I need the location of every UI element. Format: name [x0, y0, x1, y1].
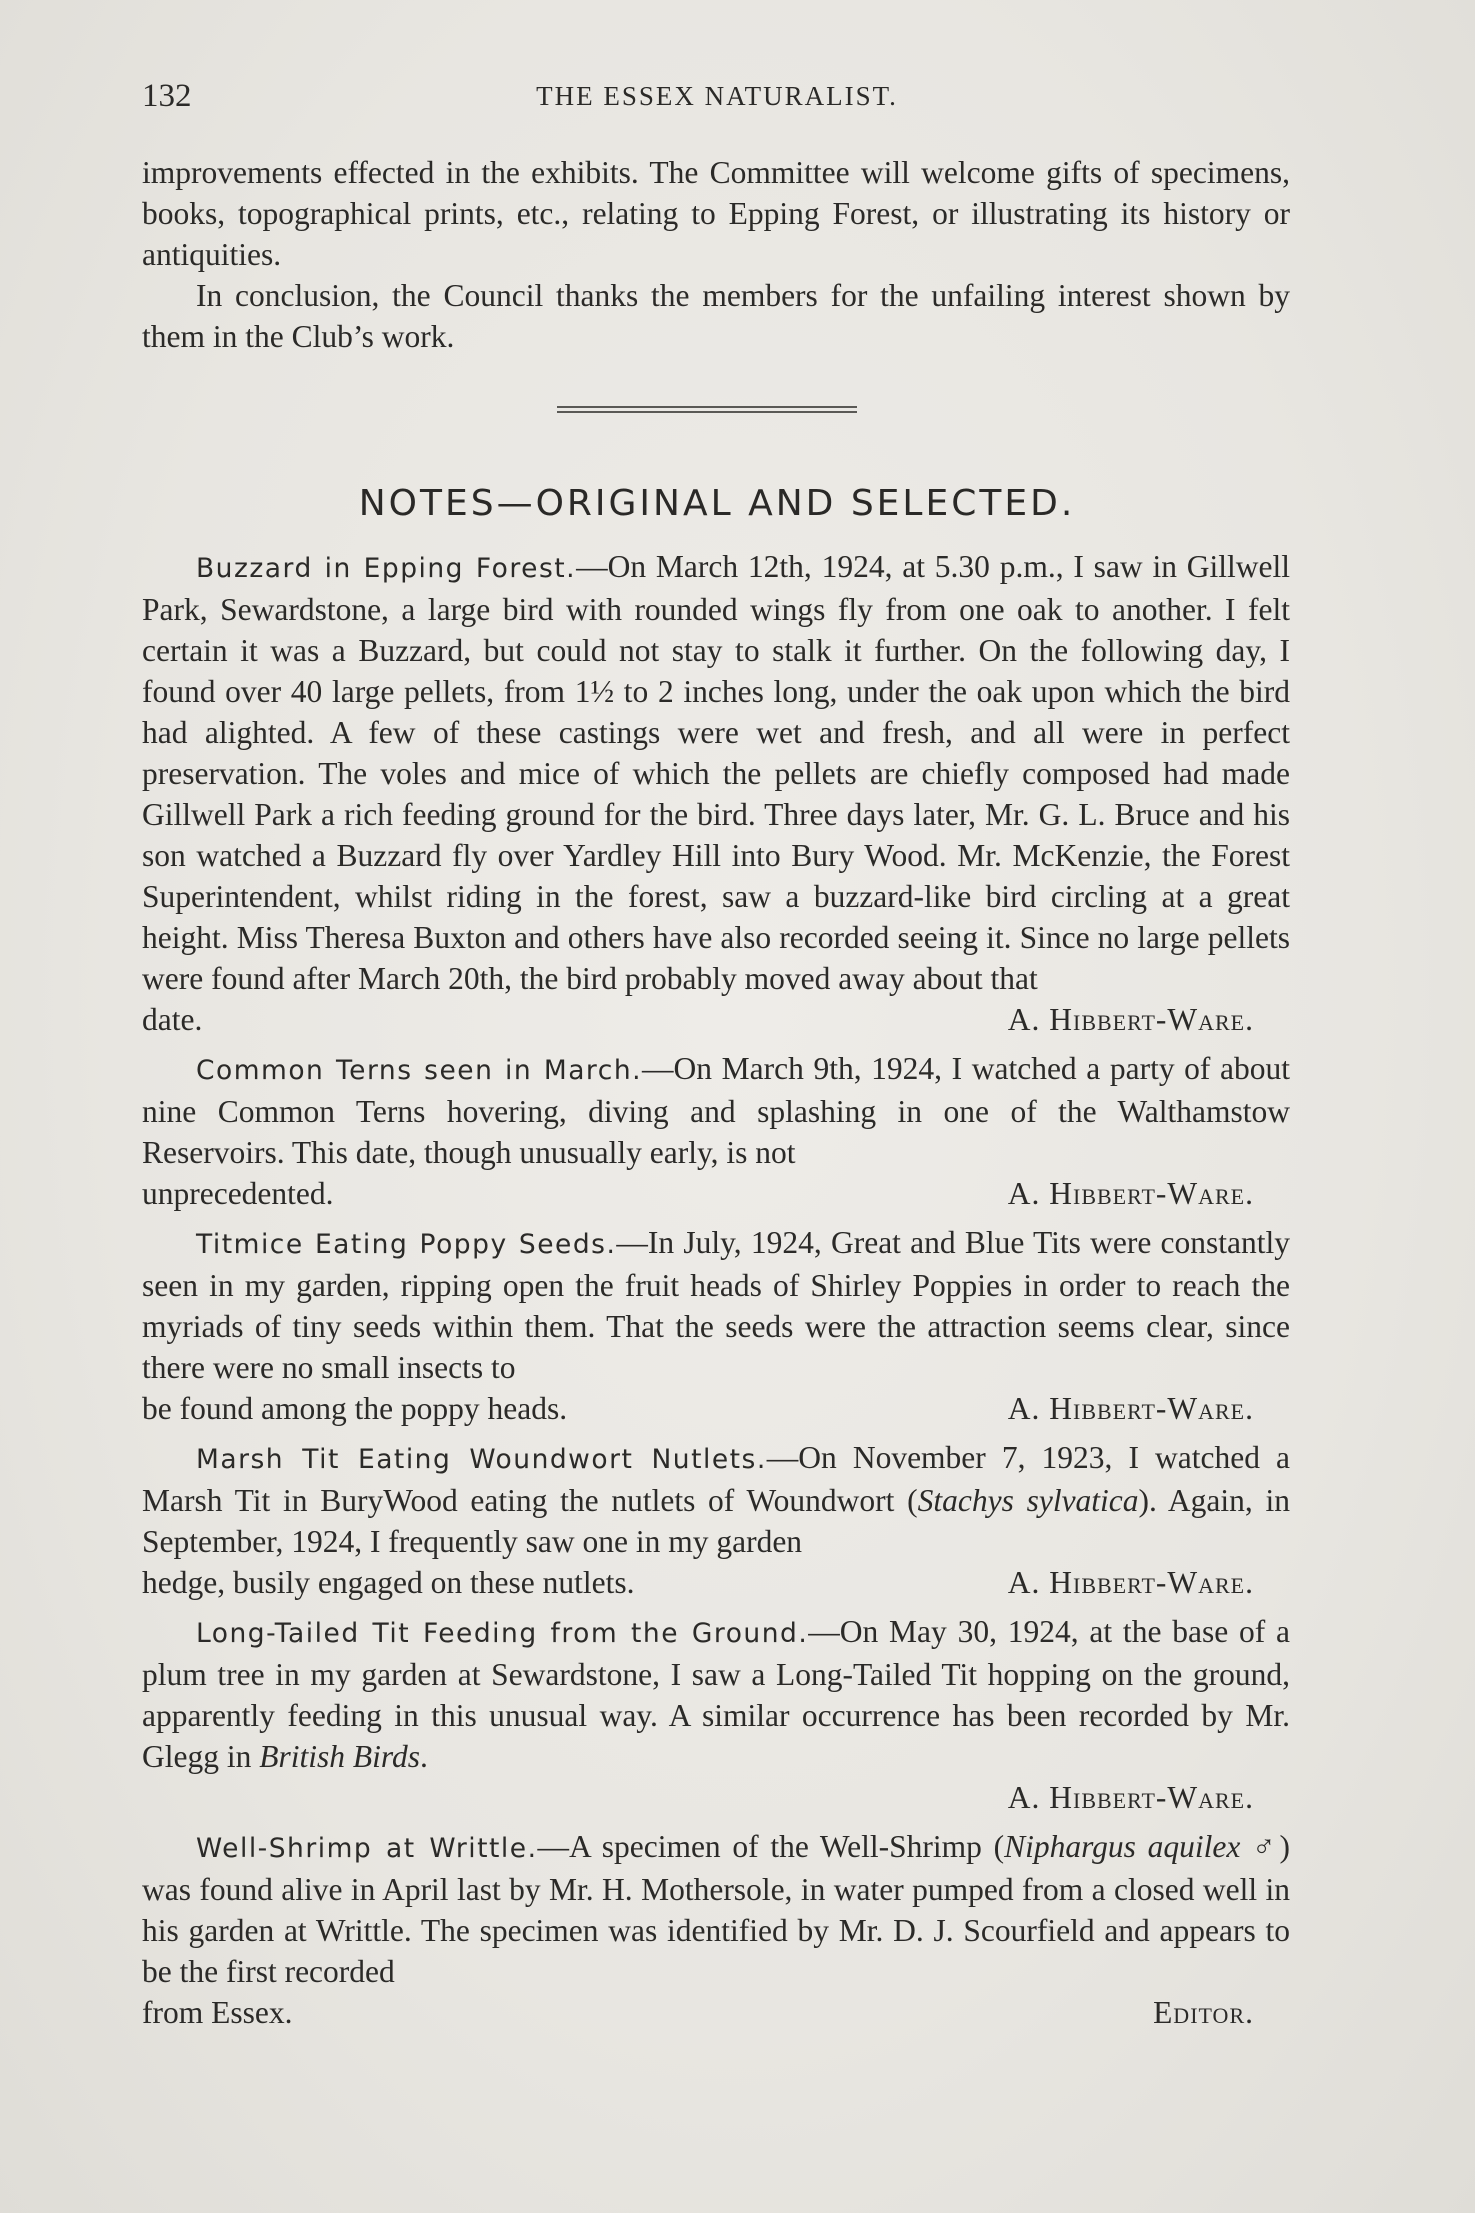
conclusion-paragraph: In conclusion, the Council thanks the members for the unfailing interest shown by them in the Club’s work.: [142, 278, 1290, 354]
note-common-terns: [142, 1048, 1290, 1214]
note-body: —On March 12th, 1924, at 5.30 p.m., I saw in Gillwell Park, Sewardstone, a large bird with rounded wings fly from one oak to another. I felt certain it was a Buzzard, but could not stay to stalk it further. On the following day, I found over 40 large pellets, from 1½ to 2 inches long, under the oak upon which the bird had alighted. A few of these castings were wet and fresh, and all were in perfect preservation. The voles and mice of which the pellets are chiefly composed had made Gillwell Park a rich feeding ground for the bird. Three days later, Mr. G. L. Bruce and his son watched a Buzzard fly over Yardley Hill into Bury Wood. Mr. McKenzie, the Forest Superintendent, whilst riding in the forest, saw a buzzard-like bird circling at a great height. Miss Theresa Buxton and others have also recorded seeing it. Since no large pellets were found after March 20th, the bird probably moved away about that: [142, 549, 1291, 996]
note-signature: A. Hibbert-Ware.: [1007, 1176, 1254, 1211]
page-number: 132: [142, 78, 192, 114]
note-title: Well-Shrimp at Writtle.: [196, 1833, 538, 1864]
note-well-shrimp: [142, 1826, 1290, 2033]
note-body-end: date.: [142, 1002, 203, 1037]
section-divider-rule: [557, 406, 857, 416]
note-signature: A. Hibbert-Ware.: [1007, 1391, 1254, 1426]
note-body-continued: ). Again, in September, 1924, I frequently saw one in my garden: [142, 1483, 1290, 1559]
male-symbol: ♂: [1240, 1829, 1280, 1864]
species-name: Niphargus aquilex: [1004, 1829, 1241, 1864]
note-signature: A. Hibbert-Ware.: [1007, 1780, 1254, 1815]
species-name: Stachys sylvatica: [917, 1483, 1139, 1518]
note-body: —A specimen of the Well-Shrimp (: [537, 1829, 1005, 1864]
note-title: Titmice Eating Poppy Seeds.: [196, 1229, 617, 1260]
note-body-continued: ) was found alive in April last by Mr. H. Mothersole, in water pumped from a closed well in his garden at Writtle. The specimen was identified by Mr. D. J. Scourfield and appears to be the first recorded: [142, 1829, 1290, 1989]
note-closing-line: [142, 1173, 1290, 1214]
note-signature: A. Hibbert-Ware.: [1007, 1565, 1254, 1600]
note-marsh-tit: [142, 1437, 1290, 1603]
note-title: Common Terns seen in March.: [196, 1055, 643, 1086]
notes-list: [142, 546, 1290, 2041]
intro-paragraph: improvements effected in the exhibits. The Committee will welcome gifts of specimens, books, topographical prints, etc., relating to Epping Forest, or illustrating its history or antiquities.: [142, 155, 1290, 272]
note-title: Long-Tailed Tit Feeding from the Ground.: [196, 1618, 809, 1649]
note-buzzard: [142, 546, 1290, 1040]
note-body: —On November 7, 1923, I watched a Marsh Tit in BuryWood eating the nutlets of Woundwort (: [142, 1440, 1290, 1518]
note-closing-line: [142, 1992, 1290, 2033]
note-title: Marsh Tit Eating Woundwort Nutlets.: [196, 1444, 767, 1475]
note-title: Buzzard in Epping Forest.: [196, 553, 577, 584]
journal-title: THE ESSEX NATURALIST.: [536, 81, 898, 111]
note-body-end: hedge, busily engaged on these nutlets.: [142, 1565, 635, 1600]
note-long-tailed-tit: [142, 1611, 1290, 1818]
note-body: —On May 30, 1924, at the base of a plum tree in my garden at Sewardstone, I saw a Long-Tailed Tit hopping on the ground, apparently feeding in this unusual way. A similar occurrence has been recorded by Mr. Glegg in: [142, 1614, 1290, 1774]
intro-text: [142, 152, 1290, 357]
note-closing-line: [142, 1388, 1290, 1429]
note-body: —On March 9th, 1924, I watched a party of about nine Common Terns hovering, diving and splashing in one of the Walthamstow Reservoirs. This date, though unusually early, is not: [142, 1051, 1291, 1170]
note-signature: A. Hibbert-Ware.: [1007, 1002, 1254, 1037]
note-body-end: be found among the poppy heads.: [142, 1391, 568, 1426]
note-titmice: [142, 1222, 1290, 1429]
note-closing-line: [142, 1562, 1290, 1603]
section-heading: NOTES—ORIGINAL AND SELECTED.: [358, 483, 1076, 524]
running-head: [142, 78, 1292, 118]
publication-name: British Birds: [259, 1739, 420, 1774]
note-body-end: from Essex.: [142, 1995, 293, 2030]
note-body: —In July, 1924, Great and Blue Tits were constantly seen in my garden, ripping open the fruit heads of Shirley Poppies in order to reach the myriads of tiny seeds within them. That the seeds were the attraction seems clear, since there were no small insects to: [142, 1225, 1290, 1385]
note-signature: Editor.: [1153, 1995, 1254, 2030]
note-closing-line: [142, 999, 1290, 1040]
note-body-continued: .: [419, 1739, 428, 1774]
note-body-end: unprecedented.: [142, 1176, 334, 1211]
note-closing-line: [142, 1777, 1290, 1818]
